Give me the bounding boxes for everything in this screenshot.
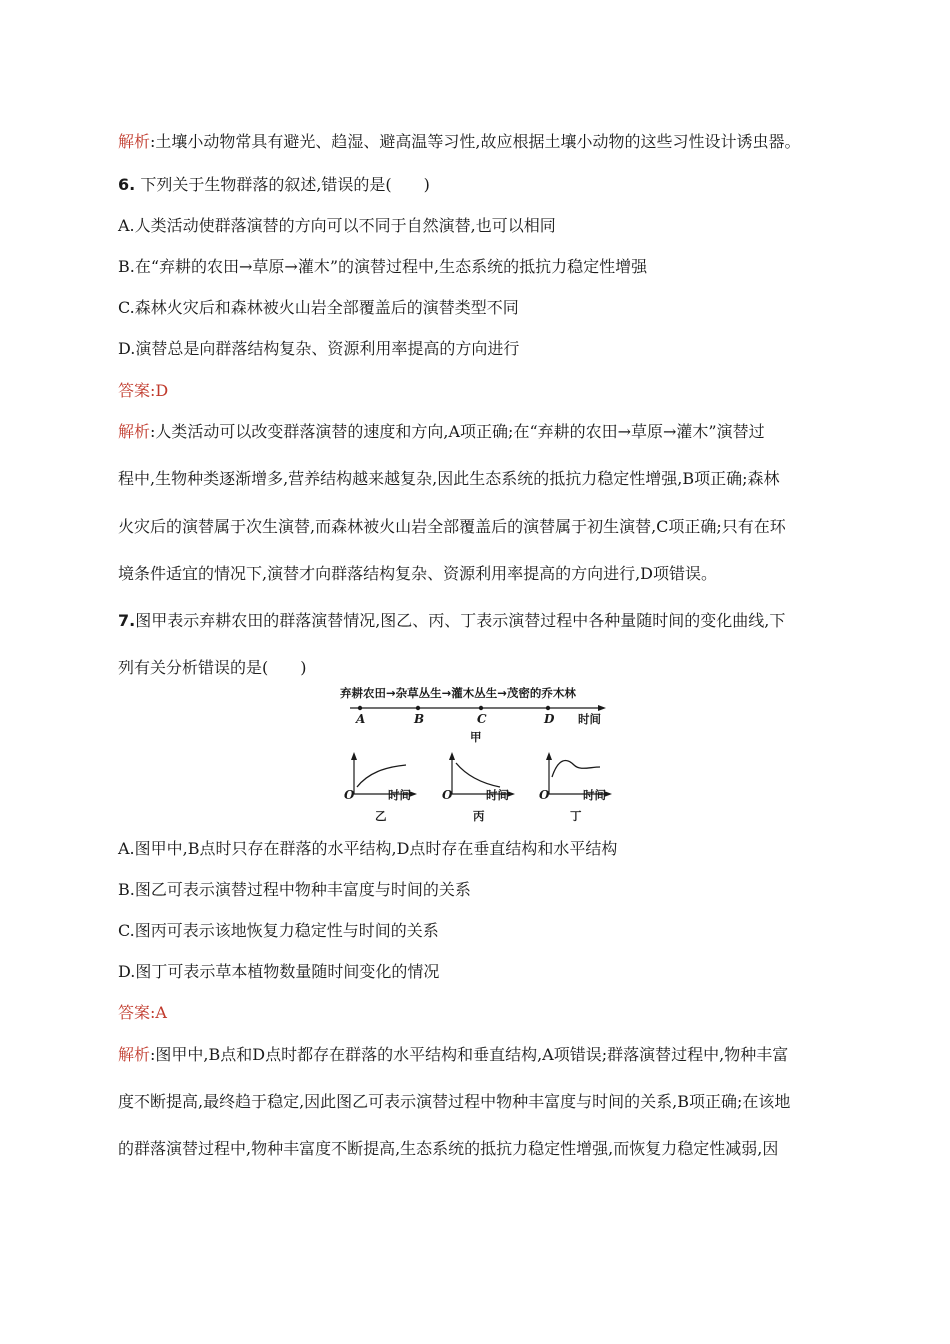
question-text: 下列关于生物群落的叙述,错误的是( ) (140, 175, 430, 194)
yi-y-arrow (351, 752, 357, 760)
q6-option-b: B.在“弃耕的农田→草原→灌木”的演替过程中,生态系统的抵抗力稳定性增强 (118, 257, 648, 276)
analysis-label: 解析 (118, 132, 151, 151)
q7-answer: 答案:A (118, 1003, 167, 1022)
q5-analysis (118, 131, 801, 153)
q7-option-b: B.图乙可表示演替过程中物种丰富度与时间的关系 (118, 880, 471, 899)
bing-y-arrow (449, 752, 455, 760)
timeline-point-d (546, 706, 550, 710)
point-label-b: B (414, 712, 425, 726)
question-number: 6. (118, 175, 136, 194)
q7-analysis-line-3: 的群落演替过程中,物种丰富度不断提高,生态系统的抵抗力稳定性增强,而恢复力稳定性减弱,因 (118, 1139, 779, 1158)
timeline-point-c (479, 706, 483, 710)
figure-jia-label: 甲 (470, 730, 482, 744)
q7-analysis-line-2: 度不断提高,最终趋于稳定,因此图乙可表示演替过程中物种丰富度与时间的关系,B项正确;在该地 (118, 1092, 791, 1111)
yi-label: 乙 (375, 809, 387, 823)
bing-curve (456, 763, 500, 787)
question-6-stem (118, 174, 430, 196)
q6-option-a: A.人类活动使群落演替的方向可以不同于自然演替,也可以相同 (118, 216, 556, 235)
ding-curve (552, 761, 600, 777)
q6-answer: 答案:D (118, 381, 169, 400)
timeline-point-b (416, 706, 420, 710)
q7-analysis-line-1 (118, 1044, 788, 1066)
analysis-text: :图甲中,B点和D点时都存在群落的水平结构和垂直结构,A项错误;群落演替过程中,物种丰富 (150, 1045, 789, 1064)
q7-option-d: D.图丁可表示草本植物数量随时间变化的情况 (118, 962, 440, 981)
ding-time-label: 时间 (583, 788, 606, 802)
q6-analysis-line-2: 程中,生物种类逐渐增多,营养结构越来越复杂,因此生态系统的抵抗力稳定性增强,B项正确;森林 (118, 469, 780, 488)
timeline-time-label: 时间 (578, 712, 601, 726)
yi-curve (357, 765, 406, 787)
ding-origin: O (539, 788, 550, 802)
bing-time-label: 时间 (486, 788, 509, 802)
question-7-stem-line-1 (118, 610, 785, 632)
question-text: 图甲表示弃耕农田的群落演替情况,图乙、丙、丁表示演替过程中各种量随时间的变化曲线,下 (135, 611, 786, 630)
q6-option-c: C.森林火灾后和森林被火山岩全部覆盖后的演替类型不同 (118, 298, 519, 317)
bing-label: 丙 (473, 809, 485, 823)
analysis-text: :土壤小动物常具有避光、趋湿、避高温等习性,故应根据土壤小动物的这些习性设计诱虫器。 (150, 132, 801, 151)
figure-svg (330, 683, 620, 828)
analysis-label: 解析 (118, 1045, 151, 1064)
q6-option-d: D.演替总是向群落结构复杂、资源利用率提高的方向进行 (118, 339, 520, 358)
figure-title: 弃耕农田→杂草丛生→灌木丛生→茂密的乔木林 (340, 686, 576, 700)
analysis-text: :人类活动可以改变群落演替的速度和方向,A项正确;在“弃耕的农田→草原→灌木”演替过 (150, 422, 765, 441)
point-label-d: D (544, 712, 555, 726)
succession-figure (330, 683, 620, 828)
q7-option-c: C.图丙可表示该地恢复力稳定性与时间的关系 (118, 921, 439, 940)
q7-option-a: A.图甲中,B点时只存在群落的水平结构,D点时存在垂直结构和水平结构 (118, 839, 618, 858)
ding-y-arrow (546, 752, 552, 760)
analysis-label: 解析 (118, 422, 151, 441)
q6-analysis-line-1 (118, 421, 765, 443)
question-number: 7. (118, 611, 136, 630)
q6-analysis-line-4: 境条件适宜的情况下,演替才向群落结构复杂、资源利用率提高的方向进行,D项错误。 (118, 564, 718, 583)
timeline-point-a (358, 706, 362, 710)
bing-origin: O (442, 788, 453, 802)
q6-analysis-line-3: 火灾后的演替属于次生演替,而森林被火山岩全部覆盖后的演替属于初生演替,C项正确;只有在环 (118, 517, 786, 536)
ding-label: 丁 (570, 809, 582, 823)
point-label-c: C (477, 712, 487, 726)
timeline-arrow (598, 705, 606, 711)
question-7-stem-line-2: 列有关分析错误的是( ) (118, 658, 307, 677)
yi-time-label: 时间 (388, 788, 411, 802)
yi-origin: O (344, 788, 355, 802)
point-label-a: A (356, 712, 366, 726)
